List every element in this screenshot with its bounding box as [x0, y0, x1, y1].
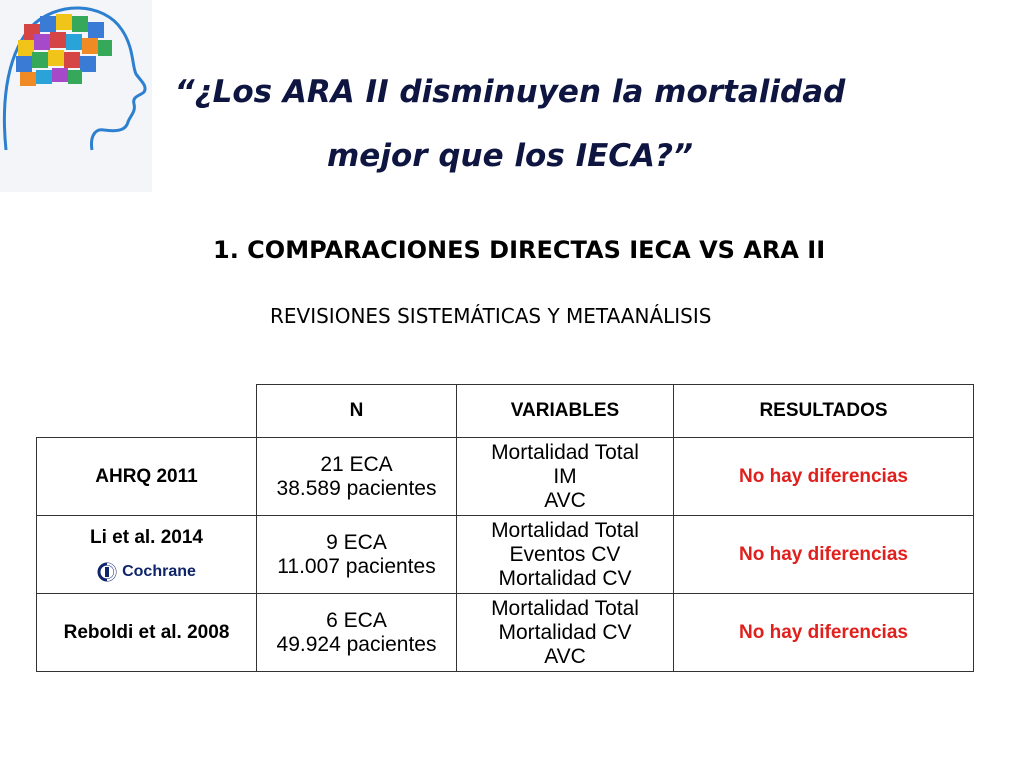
variables-cell: [457, 594, 674, 672]
table-header-row: [37, 385, 974, 438]
comparison-table: [36, 384, 974, 672]
cochrane-label: Cochrane: [122, 562, 196, 580]
head-puzzle-logo-icon: [0, 0, 152, 192]
column-header-variables: VARIABLES: [457, 385, 674, 438]
variable-item: Mortalidad Total: [491, 596, 639, 620]
section-heading: 1. COMPARACIONES DIRECTAS IECA VS ARA II: [213, 236, 826, 264]
variables-cell: [457, 516, 674, 594]
variables-cell: [457, 438, 674, 516]
variable-item: Eventos CV: [509, 542, 621, 566]
table-corner-cell: [37, 385, 257, 438]
study-cell: Reboldi et al. 2008: [37, 594, 257, 672]
study-cell: AHRQ 2011: [37, 438, 257, 516]
n-cell: [257, 594, 457, 672]
study-cell: [37, 516, 257, 594]
study-name: Li et al. 2014: [89, 526, 203, 548]
table-row: [37, 438, 974, 516]
result-cell: No hay diferencias: [674, 516, 974, 594]
cochrane-logo-icon: [97, 562, 117, 582]
n-patients: 38.589 pacientes: [276, 476, 437, 500]
result-cell: No hay diferencias: [674, 438, 974, 516]
n-cell: [257, 516, 457, 594]
n-cell: [257, 438, 457, 516]
result-cell: No hay diferencias: [674, 594, 974, 672]
n-patients: 49.924 pacientes: [276, 632, 437, 656]
variable-item: IM: [553, 464, 577, 488]
variable-item: AVC: [544, 644, 586, 668]
n-trials: 21 ECA: [320, 452, 393, 476]
variable-item: Mortalidad CV: [498, 620, 632, 644]
n-patients: 11.007 pacientes: [277, 554, 436, 578]
cochrane-badge: [37, 560, 256, 584]
variable-item: Mortalidad Total: [491, 440, 639, 464]
column-header-n: N: [257, 385, 457, 438]
slide-title: [160, 60, 860, 188]
variable-item: AVC: [544, 488, 586, 512]
n-trials: 9 ECA: [326, 530, 387, 554]
sub-heading: REVISIONES SISTEMÁTICAS Y METAANÁLISIS: [270, 304, 712, 328]
slide-title-line-1: “¿Los ARA II disminuyen la mortalidad: [174, 74, 846, 110]
variable-item: Mortalidad Total: [491, 518, 639, 542]
column-header-resultados: RESULTADOS: [674, 385, 974, 438]
variable-item: Mortalidad CV: [498, 566, 632, 590]
n-trials: 6 ECA: [326, 608, 387, 632]
slide-title-line-2: mejor que los IECA?”: [327, 138, 693, 174]
table-row: [37, 594, 974, 672]
table-row: [37, 516, 974, 594]
